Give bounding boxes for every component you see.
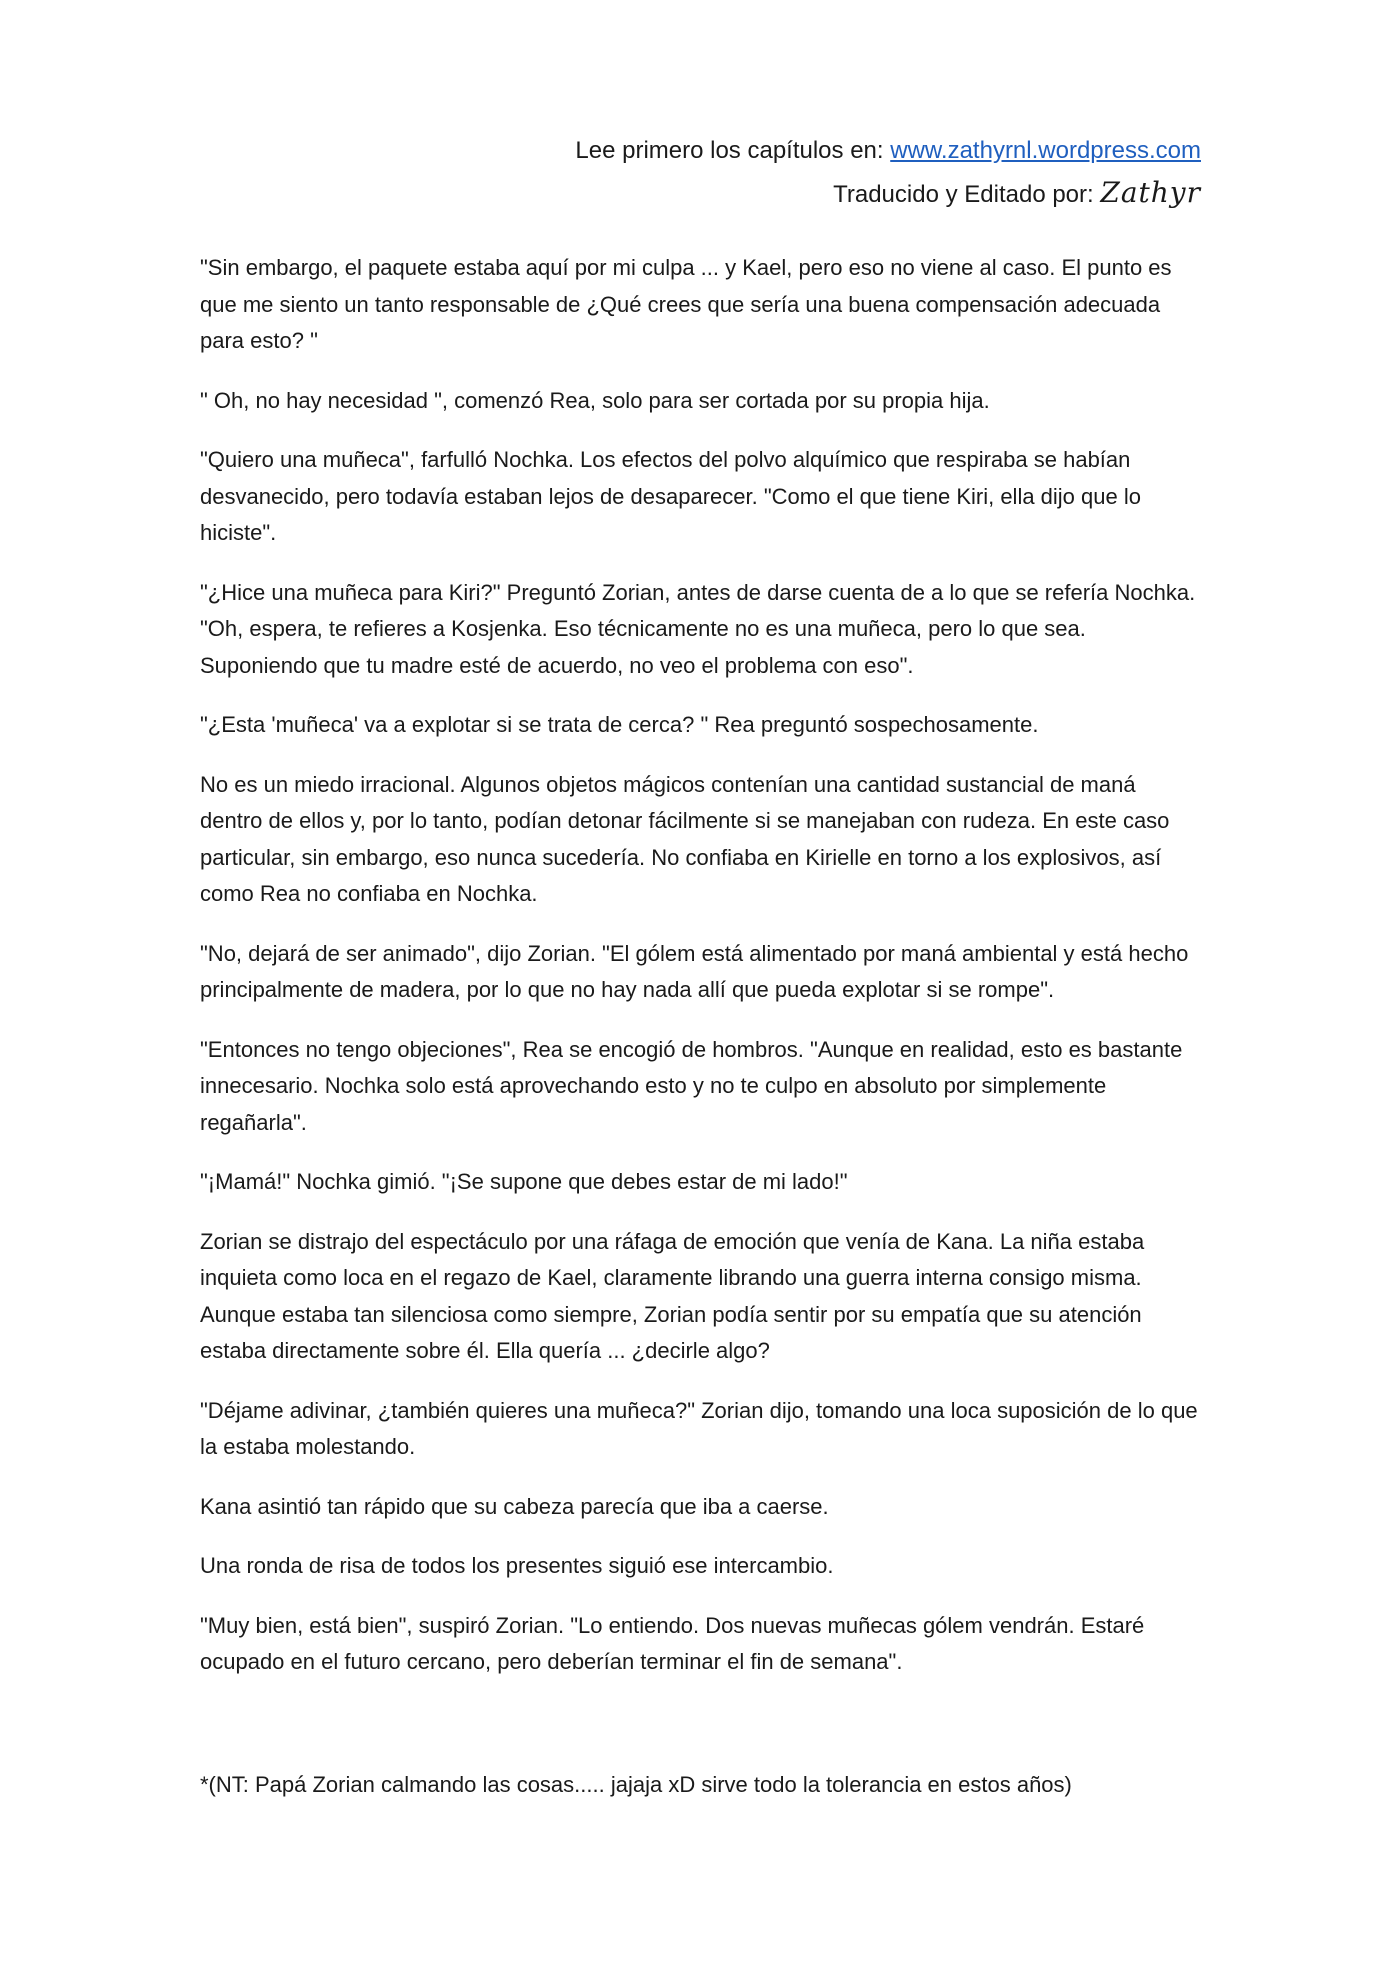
paragraph: "Déjame adivinar, ¿también quieres una muñeca?" Zorian dijo, tomando una loca suposición de lo que la estaba molestando. bbox=[200, 1397, 1198, 1459]
paragraph: "Entonces no tengo objeciones", Rea se encogió de hombros. "Aunque en realidad, esto es bastante innecesario. Nochka solo está aprovechando esto y no te culpo en absoluto por simplemente regañarla". bbox=[200, 1036, 1183, 1135]
paragraph: Una ronda de risa de todos los presentes siguió ese intercambio. bbox=[200, 1553, 834, 1578]
paragraph: "¿Esta 'muñeca' va a explotar si se trata de cerca? " Rea preguntó sospechosamente. bbox=[200, 712, 1039, 737]
paragraph: "Quiero una muñeca", farfulló Nochka. Los efectos del polvo alquímico que respiraba se habían desvanecido, pero todavía estaban lejos de desaparecer. "Como el que tiene Kiri, ella dijo que lo hiciste". bbox=[200, 447, 1141, 545]
paragraph: Kana asintió tan rápido que su cabeza parecía que iba a caerse. bbox=[200, 1493, 829, 1519]
translator-note: *(NT: Papá Zorian calmando las cosas..... jajaja xD sirve todo la tolerancia en estos años) bbox=[200, 1772, 1072, 1797]
read-first-label: Lee primero los capítulos en: bbox=[575, 137, 884, 164]
credit-label: Traducido y Editado por: bbox=[833, 181, 1094, 208]
paragraph: "Muy bien, está bien", suspiró Zorian. "Lo entiendo. Dos nuevas muñecas gólem vendrán. Estaré ocupado en el futuro cercano, pero deberían terminar el fin de semana". bbox=[200, 1612, 1145, 1674]
paragraph: "Sin embargo, el paquete estaba aquí por mi culpa ... y Kael, pero eso no viene al caso. El punto es que me siento un tanto responsable de ¿Qué crees que sería una buena compensación adecuada para esto? " bbox=[200, 255, 1172, 353]
read-first-line bbox=[575, 130, 1201, 172]
paragraph: "¡Mamá!" Nochka gimió. "¡Se supone que debes estar de mi lado!" bbox=[200, 1169, 848, 1194]
paragraph: No es un miedo irracional. Algunos objetos mágicos contenían una cantidad sustancial de maná dentro de ellos y, por lo tanto, podían detonar fácilmente si se manejaban con rudeza. En este caso particular, sin embargo, eso nunca sucedería. No confiaba en Kirielle en torno a los explosivos, así como Rea no confiaba en Nochka. bbox=[200, 771, 1170, 906]
site-link[interactable]: www.zathyrnl.wordpress.com bbox=[890, 137, 1201, 164]
paragraph: Zorian se distrajo del espectáculo por una ráfaga de emoción que venía de Kana. La niña estaba inquieta como loca en el regazo de Kael, claramente librando una guerra interna consigo misma. Aunque estaba tan silenciosa como siempre, Zorian podía sentir por su empatía que su atención estaba directamente sobre él. Ella quería ... ¿decirle algo? bbox=[200, 1228, 1145, 1363]
translator-signature: Zathyr bbox=[1100, 176, 1201, 209]
paragraph: "No, dejará de ser animado", dijo Zorian. "El gólem está alimentado por maná ambiental y está hecho principalmente de madera, por lo que no hay nada allí que pueda explotar si se rompe". bbox=[200, 940, 1189, 1002]
credit-line bbox=[575, 172, 1201, 216]
page-header bbox=[575, 130, 1201, 216]
paragraph: " Oh, no hay necesidad ", comenzó Rea, solo para ser cortada por su propia hija. bbox=[200, 387, 990, 413]
paragraph: "¿Hice una muñeca para Kiri?" Preguntó Zorian, antes de darse cuenta de a lo que se refería Nochka. "Oh, espera, te refieres a Kosjenka. Eso técnicamente no es una muñeca, pero lo que sea. Suponiendo que tu madre esté de acuerdo, no veo el problema con eso". bbox=[200, 579, 1196, 678]
chapter-text bbox=[200, 250, 1200, 1704]
